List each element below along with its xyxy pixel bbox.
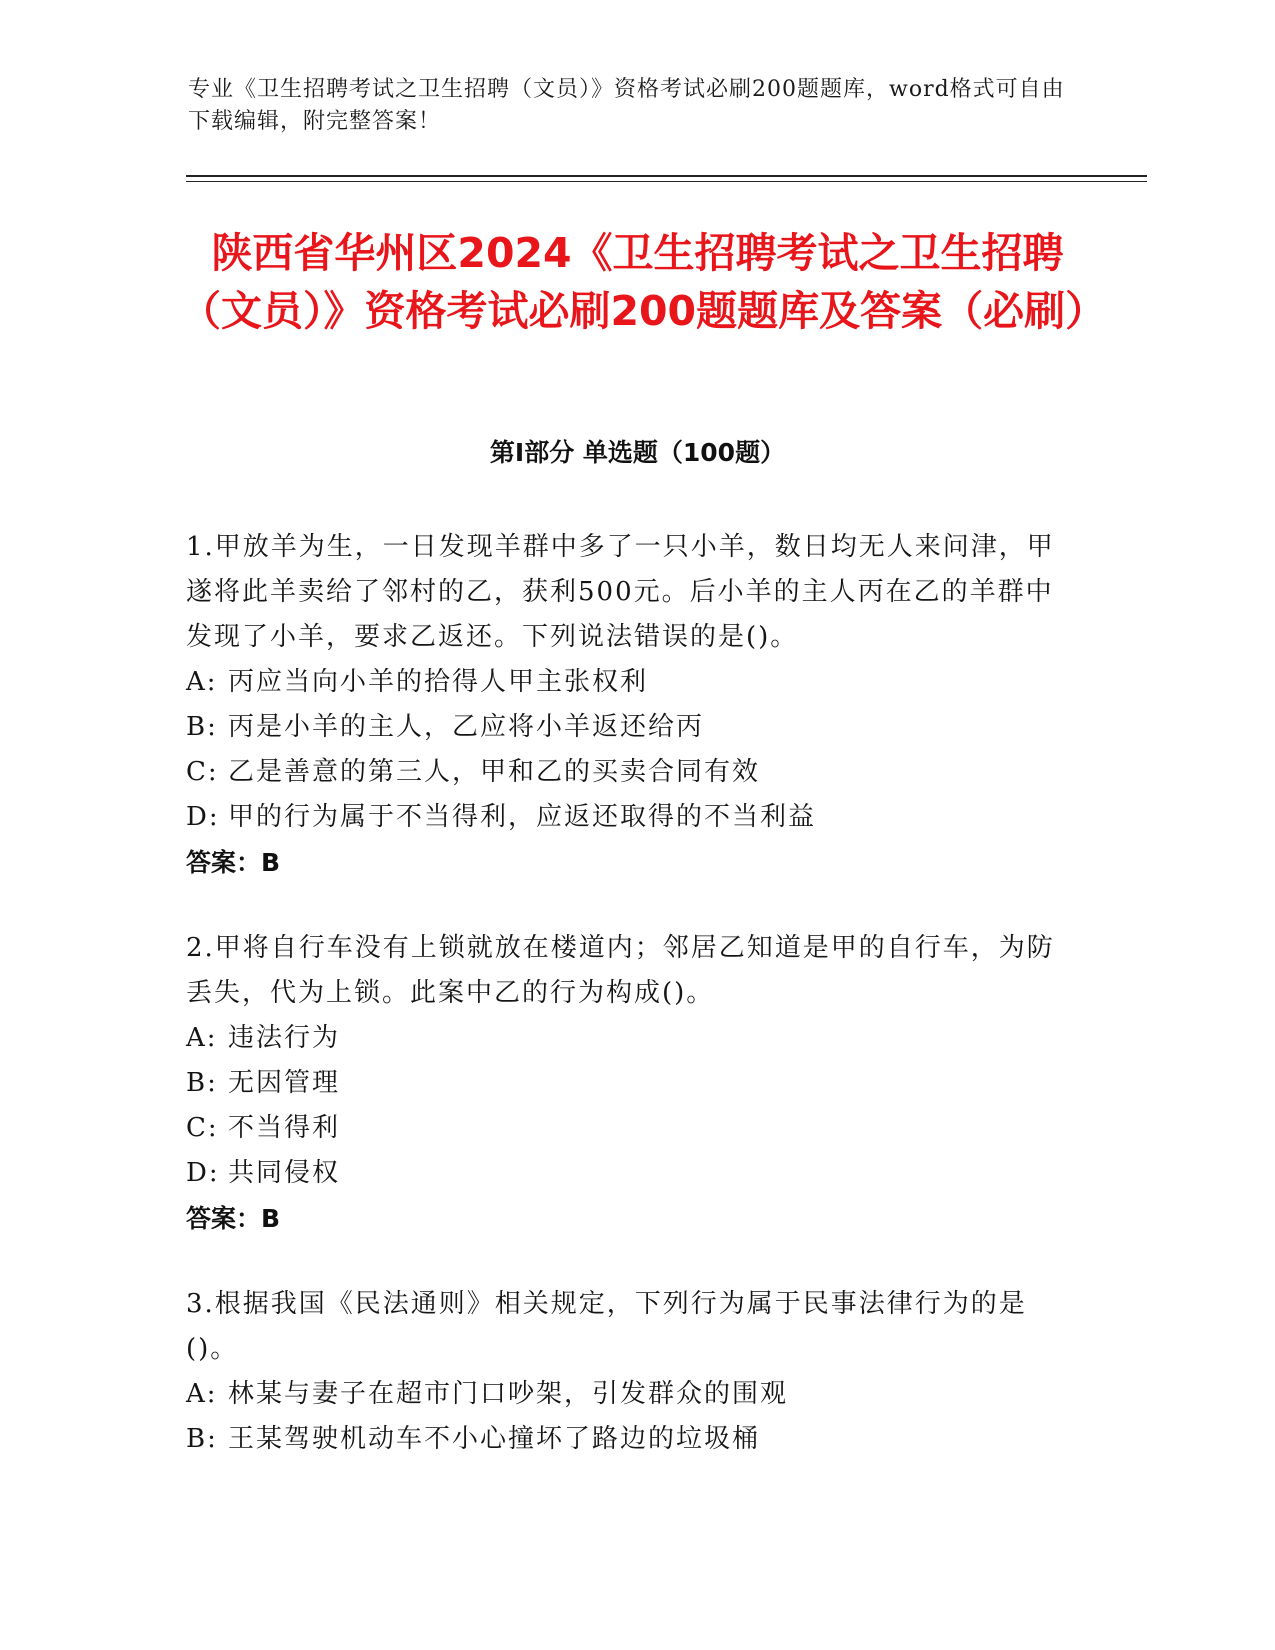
question-list	[186, 525, 1066, 1502]
option-a	[186, 660, 1066, 705]
answer-line: 答案：B	[186, 848, 281, 877]
option-d	[186, 795, 1066, 840]
question-3	[186, 1282, 1066, 1462]
option-key: A:	[186, 667, 218, 697]
option-key: B:	[186, 1424, 218, 1454]
option-text: 甲的行为属于不当得利，应返还取得的不当利益	[228, 802, 817, 832]
option-text: 共同侵权	[228, 1158, 341, 1188]
option-text: 无因管理	[228, 1068, 341, 1098]
option-b	[186, 1061, 1066, 1106]
option-b	[186, 705, 1066, 750]
option-text: 林某与妻子在超市门口吵架，引发群众的围观	[228, 1379, 789, 1409]
header-divider-thin	[186, 181, 1147, 182]
option-text: 乙是善意的第三人，甲和乙的买卖合同有效	[228, 757, 761, 787]
option-c	[186, 750, 1066, 795]
option-key: D:	[186, 802, 220, 832]
option-key: A:	[186, 1379, 218, 1409]
option-text: 丙是小羊的主人，乙应将小羊返还给丙	[228, 712, 705, 742]
header-divider-thick	[186, 175, 1147, 177]
question-stem: 3.根据我国《民法通则》相关规定，下列行为属于民事法律行为的是()。	[186, 1289, 1027, 1364]
option-key: B:	[186, 1068, 218, 1098]
option-key: B:	[186, 712, 218, 742]
question-1	[186, 525, 1066, 886]
option-text: 违法行为	[228, 1023, 341, 1053]
question-stem: 1.甲放羊为生，一日发现羊群中多了一只小羊，数日均无人来问津，甲遂将此羊卖给了邻村的乙，获利500元。后小羊的主人丙在乙的羊群中发现了小羊，要求乙返还。下列说法错误的是()。	[186, 532, 1055, 652]
option-a	[186, 1372, 1066, 1417]
option-key: C:	[186, 757, 219, 787]
option-key: A:	[186, 1023, 218, 1053]
section-title: 第I部分 单选题（100题）	[489, 438, 786, 467]
document-title: 陕西省华州区2024《卫生招聘考试之卫生招聘（文员）》资格考试必刷200题题库及答案（必刷）	[180, 229, 1107, 335]
option-key: C:	[186, 1113, 219, 1143]
question-2	[186, 926, 1066, 1242]
header-note: 专业《卫生招聘考试之卫生招聘（文员）》资格考试必刷200题题库，word格式可自由下载编辑，附完整答案！	[188, 77, 1065, 134]
option-a	[186, 1016, 1066, 1061]
option-text: 丙应当向小羊的拾得人甲主张权利	[228, 667, 649, 697]
option-b	[186, 1417, 1066, 1462]
question-stem: 2.甲将自行车没有上锁就放在楼道内；邻居乙知道是甲的自行车，为防丢失，代为上锁。此案中乙的行为构成()。	[186, 933, 1055, 1008]
option-c	[186, 1106, 1066, 1151]
answer-line: 答案：B	[186, 1204, 281, 1233]
option-text: 王某驾驶机动车不小心撞坏了路边的垃圾桶	[228, 1424, 761, 1454]
option-key: D:	[186, 1158, 220, 1188]
option-d	[186, 1151, 1066, 1196]
option-text: 不当得利	[228, 1113, 341, 1143]
